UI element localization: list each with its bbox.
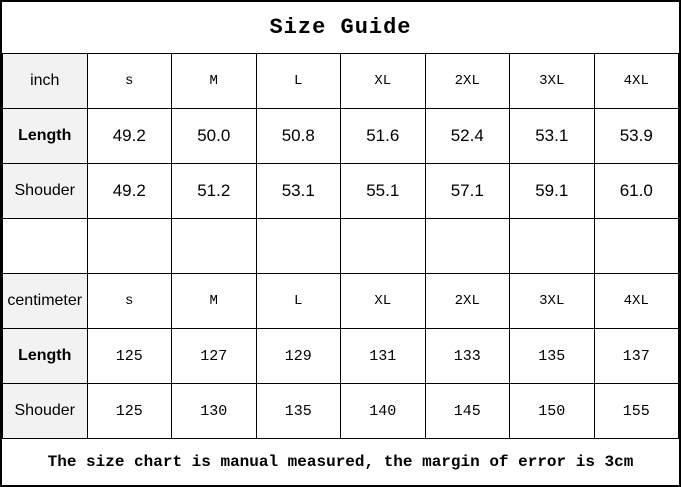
spacer-cell	[256, 219, 341, 274]
value-cell: 125	[87, 329, 172, 384]
table-row-shouder-centimeter	[3, 384, 679, 439]
value-cell: 155	[594, 384, 679, 439]
value-cell: 125	[87, 384, 172, 439]
spacer-cell	[510, 219, 595, 274]
table-row-length-centimeter	[3, 329, 679, 384]
value-cell: 53.1	[256, 164, 341, 219]
measurement-label-cell: Shouder	[3, 164, 88, 219]
spacer-cell	[172, 219, 257, 274]
value-cell: 49.2	[87, 109, 172, 164]
measurement-label-cell: Length	[3, 329, 88, 384]
value-cell: 133	[425, 329, 510, 384]
spacer-row	[3, 219, 679, 274]
measurement-label-cell: Shouder	[3, 384, 88, 439]
size-header-cell: s	[87, 54, 172, 109]
value-cell: 145	[425, 384, 510, 439]
spacer-cell	[341, 219, 426, 274]
spacer-cell	[594, 219, 679, 274]
value-cell: 51.6	[341, 109, 426, 164]
size-header-cell: L	[256, 54, 341, 109]
table-row-sizes-centimeter	[3, 274, 679, 329]
size-header-cell: L	[256, 274, 341, 329]
size-header-cell: XL	[341, 54, 426, 109]
page-title: Size Guide	[269, 15, 412, 40]
size-header-cell: 4XL	[594, 274, 679, 329]
size-header-cell: 4XL	[594, 54, 679, 109]
size-header-cell: M	[172, 54, 257, 109]
value-cell: 135	[256, 384, 341, 439]
size-header-cell: 2XL	[425, 274, 510, 329]
table-row-sizes-inch	[3, 54, 679, 109]
value-cell: 130	[172, 384, 257, 439]
spacer-cell	[425, 219, 510, 274]
value-cell: 51.2	[172, 164, 257, 219]
value-cell: 140	[341, 384, 426, 439]
value-cell: 49.2	[87, 164, 172, 219]
value-cell: 53.9	[594, 109, 679, 164]
spacer-cell	[3, 219, 88, 274]
spacer-cell	[87, 219, 172, 274]
size-table	[2, 53, 679, 439]
value-cell: 135	[510, 329, 595, 384]
value-cell: 127	[172, 329, 257, 384]
size-header-cell: s	[87, 274, 172, 329]
size-header-cell: M	[172, 274, 257, 329]
value-cell: 150	[510, 384, 595, 439]
size-header-cell: XL	[341, 274, 426, 329]
size-table-body	[3, 54, 679, 439]
size-header-cell: 3XL	[510, 54, 595, 109]
value-cell: 55.1	[341, 164, 426, 219]
unit-label-cell: inch	[3, 54, 88, 109]
value-cell: 59.1	[510, 164, 595, 219]
footer-note: The size chart is manual measured, the margin of error is 3cm	[47, 453, 634, 471]
table-row-length-inch	[3, 109, 679, 164]
value-cell: 53.1	[510, 109, 595, 164]
measurement-label-cell: Length	[3, 109, 88, 164]
value-cell: 137	[594, 329, 679, 384]
size-header-cell: 2XL	[425, 54, 510, 109]
value-cell: 50.8	[256, 109, 341, 164]
value-cell: 129	[256, 329, 341, 384]
value-cell: 52.4	[425, 109, 510, 164]
value-cell: 50.0	[172, 109, 257, 164]
unit-label-cell: centimeter	[3, 274, 88, 329]
table-row-shouder-inch	[3, 164, 679, 219]
value-cell: 131	[341, 329, 426, 384]
value-cell: 61.0	[594, 164, 679, 219]
size-header-cell: 3XL	[510, 274, 595, 329]
value-cell: 57.1	[425, 164, 510, 219]
